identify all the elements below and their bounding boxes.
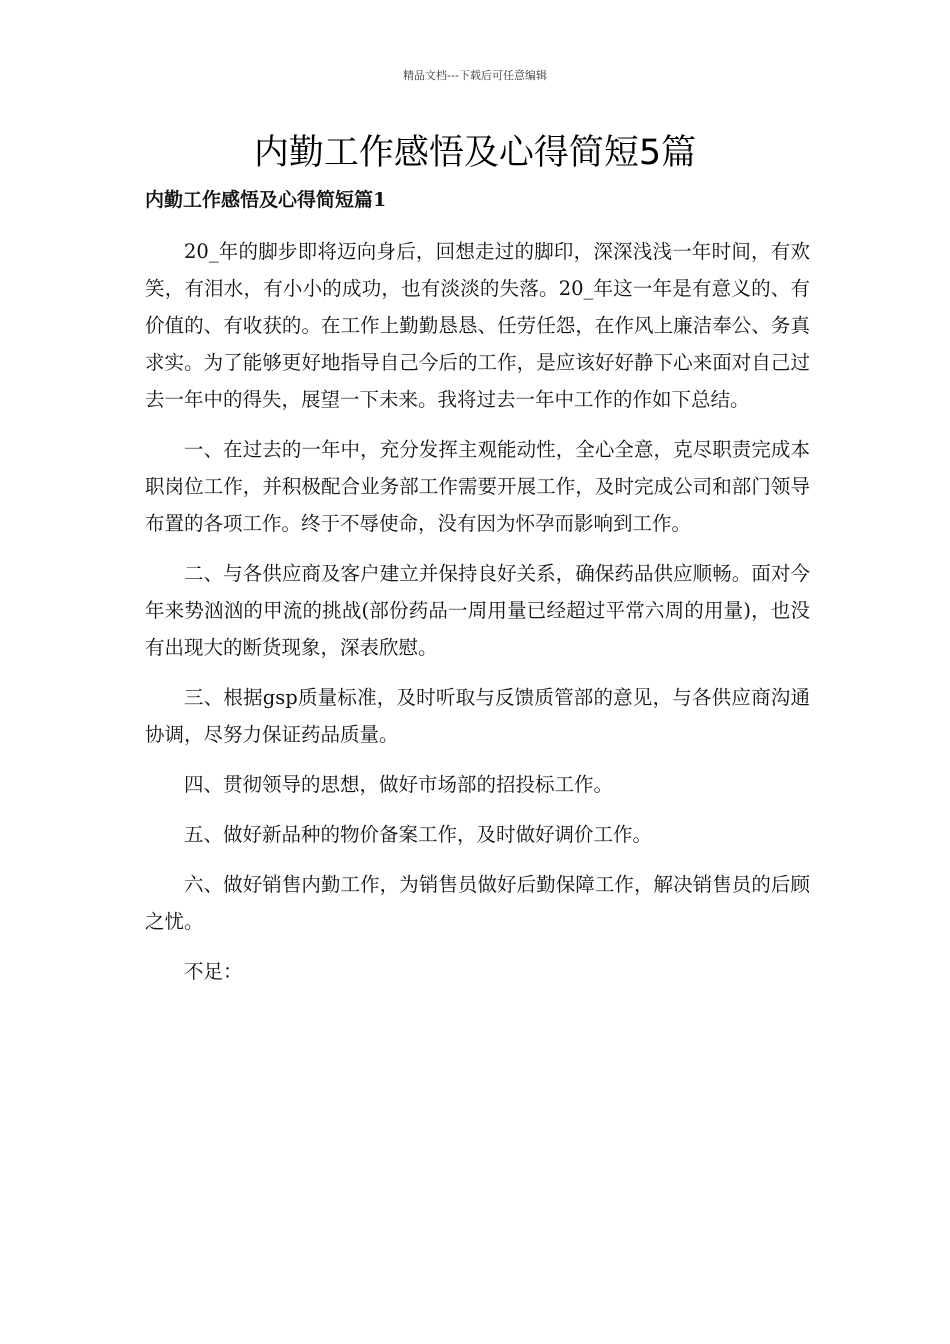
paragraph: 四、贯彻领导的思想，做好市场部的招投标工作。 (184, 773, 614, 796)
paragraph: 二、与各供应商及客户建立并保持良好关系，确保药品供应顺畅。面对今年来势汹汹的甲流的挑战(部份药品一周用量已经超过平常六周的用量)，也没有出现大的断货现象，深表欣慰。 (145, 562, 810, 659)
paragraph: 不足： (184, 960, 243, 983)
document-title: 内勤工作感悟及心得简短5篇 (253, 133, 697, 173)
paragraph: 三、根据gsp质量标准，及时听取与反馈质管部的意见，与各供应商沟通协调，尽努力保证药品质量。 (145, 686, 810, 746)
paragraph: 五、做好新品种的物价备案工作，及时做好调价工作。 (184, 823, 653, 846)
paragraph: 一、在过去的一年中，充分发挥主观能动性，全心全意，克尽职责完成本职岗位工作，并积极配合业务部工作需要开展工作，及时完成公司和部门领导布置的各项工作。终于不辱使命，没有因为怀孕而影响到工作。 (145, 438, 810, 535)
section-title: 内勤工作感悟及心得简短篇1 (145, 189, 387, 211)
paragraph: 20_年的脚步即将迈向身后，回想走过的脚印，深深浅浅一年时间，有欢笑，有泪水，有小小的成功，也有淡淡的失落。20_年这一年是有意义的、有价值的、有收获的。在工作上勤勤恳恳、任劳任怨，在作风上廉洁奉公、务真求实。为了能够更好地指导自己今后的工作，是应该好好静下心来面对自己过去一年中的得失，展望一下未来。我将过去一年中工作的作如下总结。 (145, 240, 810, 411)
document-body (145, 233, 810, 1003)
paragraph: 六、做好销售内勤工作，为销售员做好后勤保障工作，解决销售员的后顾之忧。 (145, 873, 810, 933)
header-note: 精品文档---下载后可任意编辑 (403, 69, 547, 82)
